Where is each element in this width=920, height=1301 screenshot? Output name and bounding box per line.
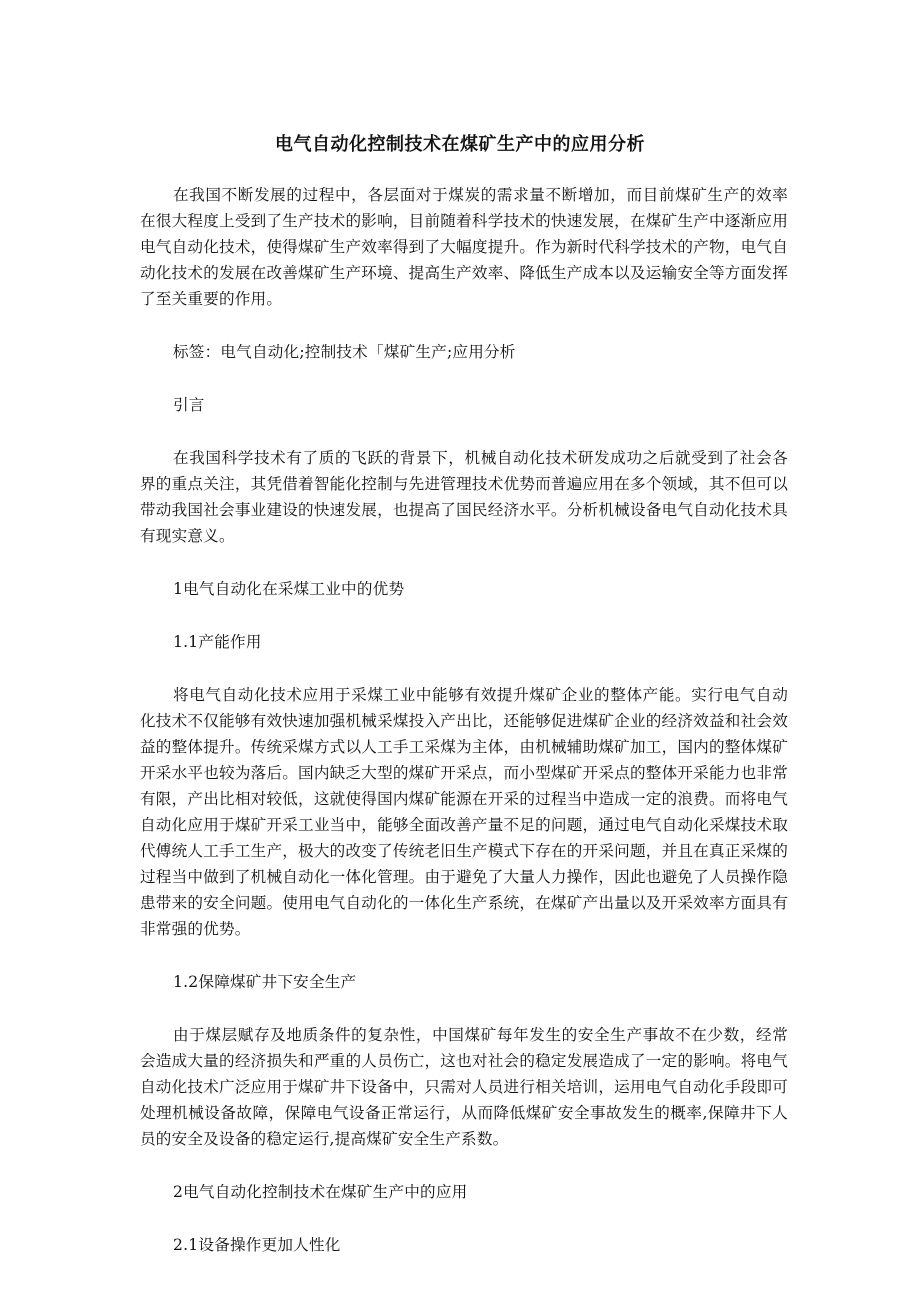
heading-section-1-2: 1.2保障煤矿井下安全生产 bbox=[173, 973, 357, 991]
paragraph-section-1-1: 将电气自动化技术应用于采煤工业中能够有效提升煤矿企业的整体产能。实行电气自动化技术不仅能够有效快速加强机械采煤投入产出比，还能够促进煤矿企业的经济效益和社会效益的整体提升。传统采煤方式以人工手工采煤为主体，由机械辅助煤矿加工，国内的整体煤矿开采水平也较为落后。国内缺乏大型的煤矿开采点，而小型煤矿开采点的整体开采能力也非常有限，产出比相对较低，这就使得国内煤矿能源在开采的过程当中造成一定的浪费。而将电气自动化应用于煤矿开采工业当中，能够全面改善产量不足的问题，通过电气自动化采煤技术取代傅统人工手工生产，极大的改变了传统老旧生产模式下存在的开采问题，并且在真正采煤的过程当中做到了机械自动化一体化管理。由于避免了大量人力操作，因此也避免了人员操作隐患带来的安全问题。使用电气自动化的一体化生产系统，在煤矿产出量以及开采效率方面具有非常强的优势。 bbox=[140, 686, 788, 938]
heading-section-1-1: 1.1产能作用 bbox=[173, 633, 262, 651]
paragraph-preface: 在我国科学技术有了质的飞跃的背景下，机械自动化技术研发成功之后就受到了社会各界的重点关注，其凭借着智能化控制与先进管理技术优势而普遍应用在多个领域，其不但可以带动我国社会事业建设的快速发展，也提高了国民经济水平。分析机械设备电气自动化技术具有现实意义。 bbox=[140, 449, 788, 545]
heading-section-2-1: 2.1设备操作更加人性化 bbox=[173, 1236, 341, 1254]
heading-section-2: 2电气自动化控制技术在煤矿生产中的应用 bbox=[173, 1183, 468, 1201]
paragraph-tags: 标签：电气自动化;控制技术「煤矿生产;应用分析 bbox=[173, 343, 516, 361]
document-body bbox=[140, 182, 788, 1258]
heading-preface: 引言 bbox=[173, 396, 205, 414]
document-title: 电气自动化控制技术在煤矿生产中的应用分析 bbox=[275, 134, 645, 155]
paragraph-section-1-2: 由于煤层赋存及地质条件的复杂性，中国煤矿每年发生的安全生产事故不在少数，经常会造成大量的经济损失和严重的人员伤亡，这也对社会的稳定发展造成了一定的影响。将电气自动化技术广泛应用于煤矿井下设备中，只需对人员进行相关培训，运用电气自动化手段即可处理机械设备故障，保障电气设备正常运行，从而降低煤矿安全事故发生的概率,保障井下人员的安全及设备的稳定运行,提高煤矿安全生产系数。 bbox=[140, 1026, 788, 1148]
heading-section-1: 1电气自动化在采煤工业中的优势 bbox=[173, 580, 405, 598]
paragraph-intro: 在我国不断发展的过程中，各层面对于煤炭的需求量不断增加，而目前煤矿生产的效率在很大程度上受到了生产技术的影响，目前随着科学技术的快速发展，在煤矿生产中逐渐应用电气自动化技术，使得煤矿生产效率得到了大幅度提升。作为新时代科学技术的产物，电气自动化技术的发展在改善煤矿生产环境、提高生产效率、降低生产成本以及运输安全等方面发挥了至关重要的作用。 bbox=[140, 186, 788, 308]
